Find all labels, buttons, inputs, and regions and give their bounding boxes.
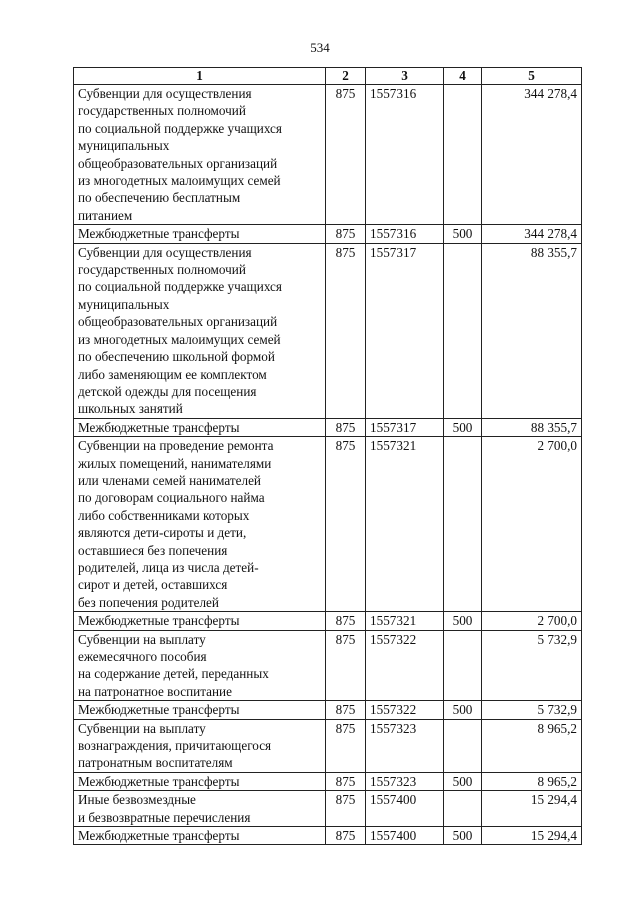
table-row bbox=[74, 791, 582, 827]
expense-type-code bbox=[444, 243, 482, 418]
target-article-code: 1557322 bbox=[366, 701, 444, 719]
target-article-code: 1557316 bbox=[366, 85, 444, 225]
amount: 88 355,7 bbox=[482, 243, 582, 418]
table-row bbox=[74, 827, 582, 845]
expense-type-code bbox=[444, 719, 482, 772]
amount: 8 965,2 bbox=[482, 772, 582, 790]
admin-code: 875 bbox=[326, 225, 366, 243]
item-name: Субвенции на проведение ремонта жилых помещений, нанимателями или членами семей нанимателей по договорам социального найма либо собственниками которых являются дети-сироты и дети, оставшиеся без попечения родителей, лица из числа детей- сирот и детей, оставшихся без попечения родителей bbox=[74, 437, 326, 612]
item-name: Межбюджетные трансферты bbox=[74, 225, 326, 243]
expense-type-code bbox=[444, 437, 482, 612]
table-row bbox=[74, 701, 582, 719]
target-article-code: 1557400 bbox=[366, 827, 444, 845]
admin-code: 875 bbox=[326, 85, 366, 225]
admin-code: 875 bbox=[326, 418, 366, 436]
amount: 344 278,4 bbox=[482, 85, 582, 225]
amount: 88 355,7 bbox=[482, 418, 582, 436]
expense-type-code bbox=[444, 85, 482, 225]
target-article-code: 1557322 bbox=[366, 630, 444, 701]
item-name: Иные безвозмездные и безвозвратные перечисления bbox=[74, 791, 326, 827]
admin-code: 875 bbox=[326, 701, 366, 719]
table-row bbox=[74, 719, 582, 772]
table-row bbox=[74, 243, 582, 418]
amount: 8 965,2 bbox=[482, 719, 582, 772]
target-article-code: 1557317 bbox=[366, 418, 444, 436]
column-header: 2 bbox=[326, 68, 366, 85]
table-header-row bbox=[74, 68, 582, 85]
admin-code: 875 bbox=[326, 791, 366, 827]
amount: 2 700,0 bbox=[482, 437, 582, 612]
column-header: 4 bbox=[444, 68, 482, 85]
table-row bbox=[74, 772, 582, 790]
budget-table bbox=[73, 67, 582, 845]
target-article-code: 1557400 bbox=[366, 791, 444, 827]
item-name: Межбюджетные трансферты bbox=[74, 701, 326, 719]
amount: 344 278,4 bbox=[482, 225, 582, 243]
column-header: 5 bbox=[482, 68, 582, 85]
table-row bbox=[74, 437, 582, 612]
expense-type-code: 500 bbox=[444, 612, 482, 630]
column-header: 3 bbox=[366, 68, 444, 85]
item-name: Субвенции на выплату вознаграждения, причитающегося патронатным воспитателям bbox=[74, 719, 326, 772]
target-article-code: 1557323 bbox=[366, 772, 444, 790]
admin-code: 875 bbox=[326, 243, 366, 418]
expense-type-code: 500 bbox=[444, 772, 482, 790]
item-name: Межбюджетные трансферты bbox=[74, 827, 326, 845]
target-article-code: 1557321 bbox=[366, 612, 444, 630]
column-header: 1 bbox=[74, 68, 326, 85]
item-name: Субвенции на выплату ежемесячного пособия на содержание детей, переданных на патронатное воспитание bbox=[74, 630, 326, 701]
expense-type-code: 500 bbox=[444, 225, 482, 243]
admin-code: 875 bbox=[326, 630, 366, 701]
amount: 2 700,0 bbox=[482, 612, 582, 630]
admin-code: 875 bbox=[326, 719, 366, 772]
page-number: 534 bbox=[310, 40, 330, 55]
item-name: Субвенции для осуществления государственных полномочий по социальной поддержке учащихся муниципальных общеобразовательных организаций из многодетных малоимущих семей по обеспечению бесплатным питанием bbox=[74, 85, 326, 225]
table-row bbox=[74, 630, 582, 701]
target-article-code: 1557316 bbox=[366, 225, 444, 243]
target-article-code: 1557323 bbox=[366, 719, 444, 772]
expense-type-code bbox=[444, 630, 482, 701]
amount: 15 294,4 bbox=[482, 791, 582, 827]
expense-type-code: 500 bbox=[444, 827, 482, 845]
table-row bbox=[74, 85, 582, 225]
item-name: Межбюджетные трансферты bbox=[74, 418, 326, 436]
amount: 15 294,4 bbox=[482, 827, 582, 845]
admin-code: 875 bbox=[326, 612, 366, 630]
admin-code: 875 bbox=[326, 827, 366, 845]
amount: 5 732,9 bbox=[482, 701, 582, 719]
target-article-code: 1557321 bbox=[366, 437, 444, 612]
target-article-code: 1557317 bbox=[366, 243, 444, 418]
item-name: Субвенции для осуществления государственных полномочий по социальной поддержке учащихся муниципальных общеобразовательных организаций из многодетных малоимущих семей по обеспечению школьной формой либо заменяющим ее комплектом детской одежды для посещения школьных занятий bbox=[74, 243, 326, 418]
table-row bbox=[74, 612, 582, 630]
expense-type-code: 500 bbox=[444, 418, 482, 436]
expense-type-code bbox=[444, 791, 482, 827]
expense-type-code: 500 bbox=[444, 701, 482, 719]
amount: 5 732,9 bbox=[482, 630, 582, 701]
table-body bbox=[74, 85, 582, 845]
table-row bbox=[74, 225, 582, 243]
item-name: Межбюджетные трансферты bbox=[74, 612, 326, 630]
admin-code: 875 bbox=[326, 437, 366, 612]
table-row bbox=[74, 418, 582, 436]
item-name: Межбюджетные трансферты bbox=[74, 772, 326, 790]
admin-code: 875 bbox=[326, 772, 366, 790]
